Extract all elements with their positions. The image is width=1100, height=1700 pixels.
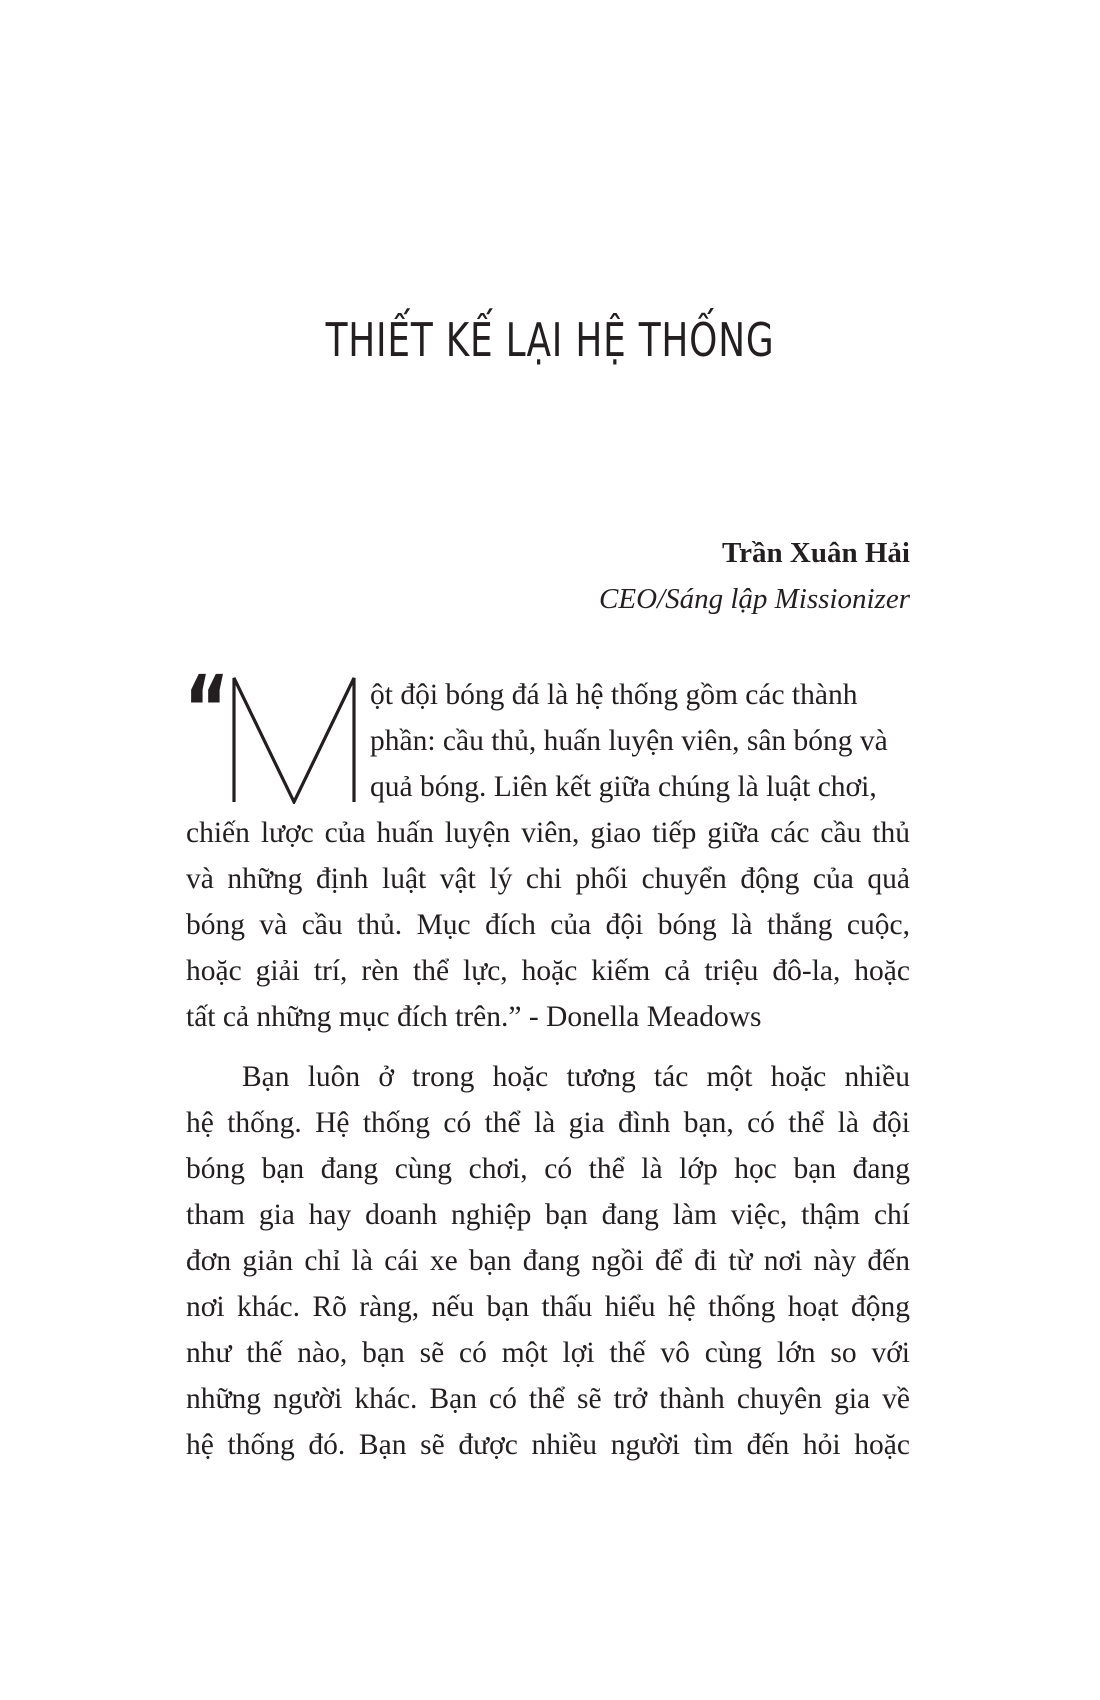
- quote-first-lines: [370, 672, 910, 810]
- quote-line: bóng và cầu thủ. Mục đích của đội bóng là thắng cuộc,: [186, 909, 910, 941]
- quote-line: quả bóng. Liên kết giữa chúng là luật chơi,: [370, 771, 877, 803]
- paragraph-line: bóng bạn đang cùng chơi, có thể là lớp học bạn đang: [186, 1153, 910, 1185]
- drop-cap-letter: [230, 676, 358, 804]
- body-paragraph: [186, 1054, 910, 1468]
- author-byline: [599, 530, 910, 622]
- paragraph-line: hệ thống. Hệ thống có thể là gia đình bạn, có thể là đội: [186, 1107, 910, 1139]
- quote-line: phần: cầu thủ, huấn luyện viên, sân bóng và: [370, 725, 888, 757]
- paragraph-line: hệ thống đó. Bạn sẽ được nhiều người tìm đến hỏi hoặc: [186, 1429, 910, 1461]
- paragraph-line: những người khác. Bạn có thể sẽ trở thành chuyên gia về: [186, 1383, 910, 1415]
- paragraph-line: đơn giản chỉ là cái xe bạn đang ngồi để đi từ nơi này đến: [186, 1245, 910, 1277]
- author-name: Trần Xuân Hải: [721, 537, 910, 569]
- paragraph-line: như thế nào, bạn sẽ có một lợi thế vô cùng lớn so với: [186, 1337, 910, 1369]
- quote-line: hoặc giải trí, rèn thể lực, hoặc kiếm cả triệu đô-la, hoặc: [186, 955, 910, 987]
- paragraph-line: Bạn luôn ở trong hoặc tương tác một hoặc nhiều: [242, 1061, 910, 1093]
- quote-line: ột đội bóng đá là hệ thống gồm các thành: [370, 679, 858, 711]
- open-quote-mark: “: [184, 656, 230, 763]
- paragraph-line: tham gia hay doanh nghiệp bạn đang làm việc, thậm chí: [186, 1199, 910, 1231]
- chapter-title: THIẾT KẾ LẠI HỆ THỐNG: [325, 313, 775, 367]
- quote-line: tất cả những mục đích trên.” - Donella Meadows: [186, 1001, 762, 1033]
- quote-line: chiến lược của huấn luyện viên, giao tiếp giữa các cầu thủ: [186, 817, 910, 849]
- paragraph-line: nơi khác. Rõ ràng, nếu bạn thấu hiểu hệ thống hoạt động: [186, 1291, 910, 1323]
- quote-continuation: [186, 810, 910, 1040]
- author-role: CEO/Sáng lập Missionizer: [599, 583, 910, 615]
- quote-line: và những định luật vật lý chi phối chuyển động của quả: [186, 863, 910, 895]
